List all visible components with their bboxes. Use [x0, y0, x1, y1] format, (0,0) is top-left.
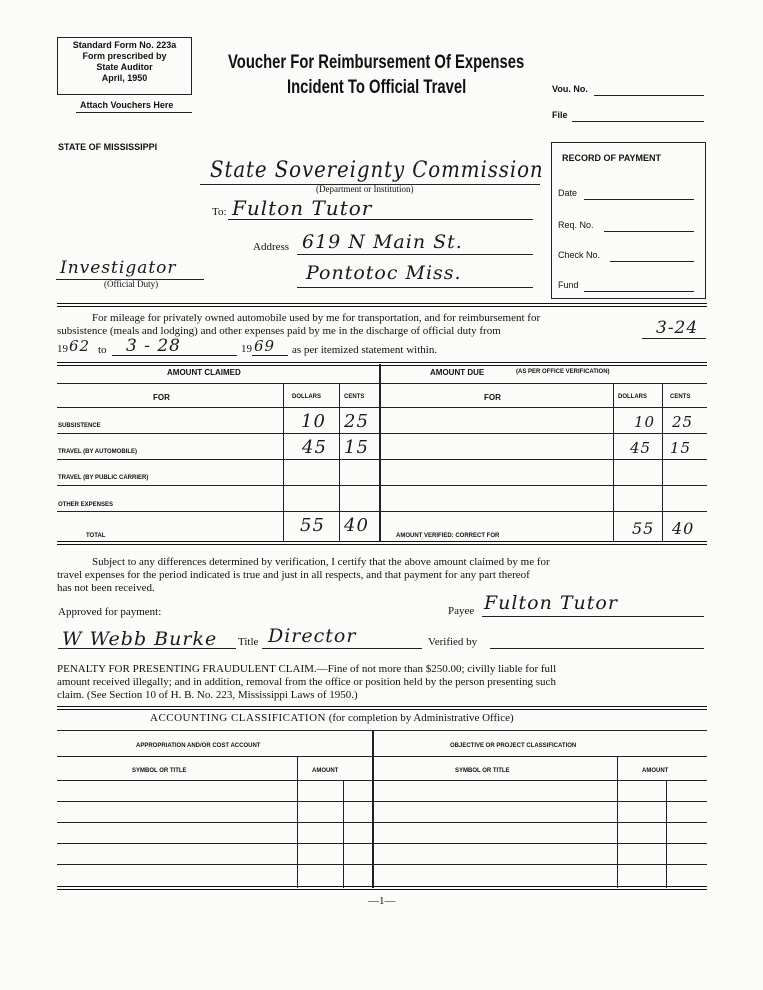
form-auditor: State Auditor: [96, 62, 153, 72]
claimed-for-header: FOR: [153, 393, 170, 402]
title-label: Title: [238, 636, 259, 648]
row-subsistence-cents[interactable]: 25: [344, 411, 369, 432]
to-date-value[interactable]: 3 - 28: [126, 336, 181, 356]
record-of-payment-title: RECORD OF PAYMENT: [562, 153, 662, 163]
payee-label: Payee: [448, 605, 475, 617]
accounting-title-text: ACCOUNTING CLASSIFICATION: [150, 712, 326, 724]
amount-verified-label: AMOUNT VERIFIED: CORRECT FOR: [396, 533, 500, 539]
due-cents-header: CENTS: [670, 394, 691, 400]
form-title-line2: Incident To Official Travel: [287, 77, 467, 98]
claimed-cents-header: CENTS: [344, 394, 365, 400]
row-other-expenses-label: OTHER EXPENSES: [58, 502, 114, 508]
accounting-row[interactable]: [57, 843, 707, 844]
row-subsistence-dollars[interactable]: 10: [301, 411, 326, 432]
official-duty-value[interactable]: Investigator: [60, 258, 177, 278]
verified-by-label: Verified by: [428, 636, 478, 648]
approved-for-payment-label: Approved for payment:: [58, 606, 162, 618]
row-subsistence-due-dollars[interactable]: 10: [634, 413, 656, 431]
penalty-line1: PENALTY FOR PRESENTING FRAUDULENT CLAIM.—Fine of not more than $250.00; civilly liable for full: [57, 663, 557, 675]
certify-line3: has not been received.: [57, 582, 155, 594]
record-check-no-label: Check No.: [558, 250, 601, 260]
total-cents[interactable]: 40: [344, 515, 369, 536]
mileage-text-line2: subsistence (meals and lodging) and other expenses paid by me in the discharge of official duty from: [57, 325, 501, 337]
address-line2-value[interactable]: Pontotoc Miss.: [306, 262, 462, 284]
due-for-header: FOR: [484, 393, 501, 402]
total-dollars[interactable]: 55: [300, 515, 325, 536]
department-value[interactable]: State Sovereignty Commission: [210, 158, 544, 183]
address-line1-value[interactable]: 619 N Main St.: [302, 231, 463, 253]
to-date-label: to: [98, 344, 107, 356]
left-amount-header: AMOUNT: [312, 768, 339, 774]
right-amount-header: AMOUNT: [642, 768, 669, 774]
from-date-value[interactable]: 3-24: [656, 318, 699, 338]
verified-dollars[interactable]: 55: [632, 519, 655, 538]
accounting-subtitle: (for completion by Administrative Office): [328, 712, 514, 724]
row-automobile-dollars[interactable]: 45: [302, 437, 327, 458]
certify-line2: travel expenses for the period indicated is true and just in all respects, and that payment for any part thereof: [57, 569, 530, 581]
verified-cents[interactable]: 40: [672, 519, 695, 538]
appropriation-header: APPROPRIATION AND/OR COST ACCOUNT: [136, 743, 261, 749]
year-1-value[interactable]: 62: [69, 337, 91, 355]
year-2-value[interactable]: 69: [254, 337, 276, 355]
department-caption: (Department or Institution): [316, 184, 414, 194]
year-prefix-1: 19: [57, 343, 68, 355]
address-label: Address: [253, 241, 290, 253]
total-label: TOTAL: [86, 533, 106, 539]
mileage-text-tail: as per itemized statement within.: [292, 344, 438, 356]
form-number-box: [57, 37, 192, 95]
record-fund-label: Fund: [558, 280, 579, 290]
year-prefix-2: 19: [241, 343, 252, 355]
title-value[interactable]: Director: [268, 625, 357, 647]
payee-name-value[interactable]: Fulton Tutor: [232, 196, 373, 220]
amount-due-header: AMOUNT DUE: [430, 368, 485, 377]
file-label: File: [552, 110, 568, 120]
row-automobile-cents[interactable]: 15: [344, 437, 369, 458]
objective-header: OBJECTIVE OR PROJECT CLASSIFICATION: [450, 743, 577, 749]
record-req-no-label: Req. No.: [558, 220, 594, 230]
accounting-title: [150, 712, 514, 724]
row-automobile-due-cents[interactable]: 15: [670, 439, 692, 457]
form-date: April, 1950: [101, 73, 148, 83]
penalty-line3: claim. (See Section 10 of H. B. No. 223, Mississippi Laws of 1950.): [57, 689, 358, 701]
form-title-line1: Voucher For Reimbursement Of Expenses: [228, 52, 525, 73]
left-symbol-header: SYMBOL OR TITLE: [132, 768, 187, 774]
accounting-row[interactable]: [57, 801, 707, 802]
official-duty-caption: (Official Duty): [104, 279, 159, 289]
certify-line1: Subject to any differences determined by verification, I certify that the above amount claimed by me for: [92, 556, 550, 568]
form-number: Standard Form No. 223a: [72, 40, 177, 50]
row-public-carrier-label: TRAVEL (BY PUBLIC CARRIER): [58, 475, 149, 481]
page-number: —1—: [368, 895, 396, 907]
row-subsistence-label: SUBSISTENCE: [58, 423, 101, 429]
mileage-text-line1: For mileage for privately owned automobile used by me for transportation, and for reimbursement for: [92, 312, 541, 324]
form-prescribed: Form prescribed by: [82, 51, 167, 61]
state-label: STATE OF MISSISSIPPI: [58, 142, 158, 152]
row-subsistence-due-cents[interactable]: 25: [672, 413, 694, 431]
amount-claimed-header: AMOUNT CLAIMED: [167, 368, 241, 377]
amount-due-note: (AS PER OFFICE VERIFICATION): [516, 369, 610, 375]
record-date-label: Date: [558, 188, 578, 198]
row-automobile-label: TRAVEL (BY AUTOMOBILE): [58, 449, 138, 455]
accounting-row[interactable]: [57, 822, 707, 823]
voucher-number-label: Vou. No.: [552, 84, 588, 94]
claimed-dollars-header: DOLLARS: [292, 394, 321, 400]
penalty-line2: amount received illegally; and in addition, removal from the office or position held by the person presenting such: [57, 676, 556, 688]
approver-signature[interactable]: W Webb Burke: [62, 628, 218, 650]
right-symbol-header: SYMBOL OR TITLE: [455, 768, 510, 774]
row-automobile-due-dollars[interactable]: 45: [630, 439, 652, 457]
accounting-row[interactable]: [57, 864, 707, 865]
due-dollars-header: DOLLARS: [618, 394, 647, 400]
attach-vouchers-label: Attach Vouchers Here: [80, 100, 174, 110]
to-label: To:: [212, 206, 227, 218]
payee-signature[interactable]: Fulton Tutor: [484, 592, 618, 614]
record-of-payment-box: [551, 142, 706, 299]
